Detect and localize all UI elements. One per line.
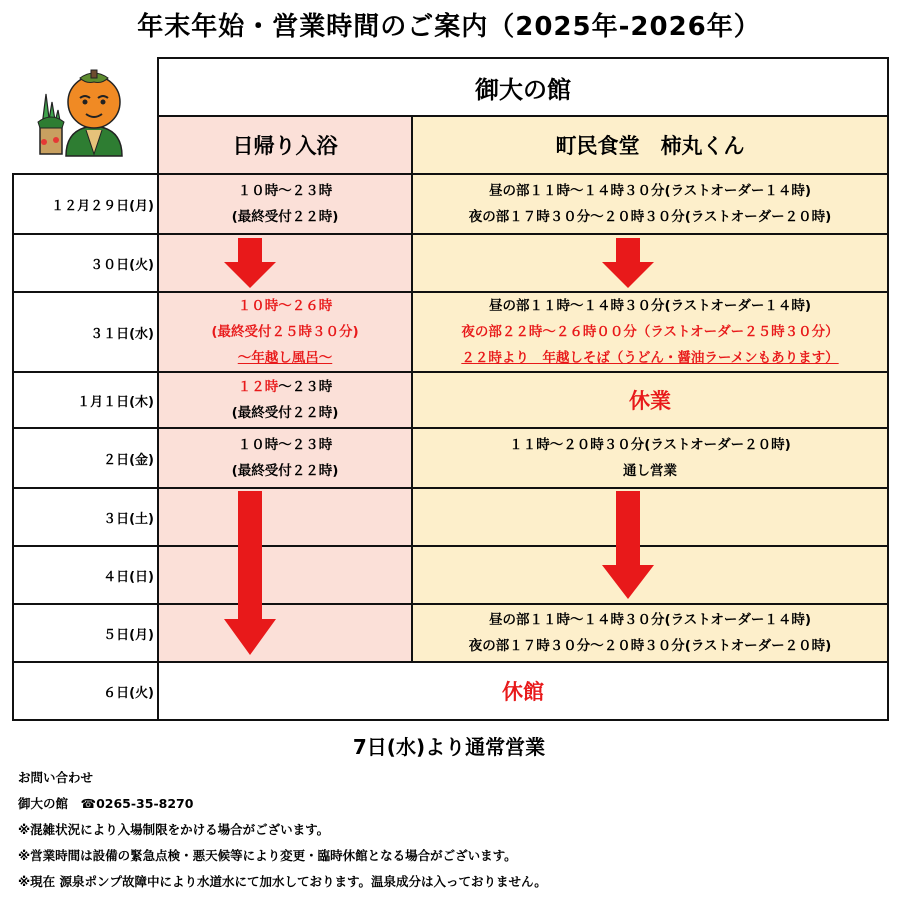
date-cell: ５日(月)	[12, 603, 159, 663]
note-line: ※現在 源泉ポンプ故障中により水道水にて加水しております。温泉成分は入っておりません。	[18, 874, 547, 889]
regular-hours-resume: 7日(水)より通常営業	[352, 735, 546, 759]
restaurant-hours-line: １１時～２０時３０分(ラストオーダー２０時)	[509, 437, 791, 453]
bath-hours-line: (最終受付２２時)	[231, 463, 339, 479]
closed-label: 休館	[502, 680, 544, 704]
toshikoshi-soba-note: ２２時より 年越しそば（うどん・醤油ラーメンもあります）	[461, 350, 839, 366]
contact-heading: お問い合わせ	[18, 770, 94, 785]
date-cell: ４日(日)	[12, 545, 159, 605]
restaurant-hours-line: 夜の部１７時３０分～２０時３０分(ラストオーダー２０時)	[468, 209, 832, 225]
restaurant-hours-line: 夜の部２２時～２６時００分（ラストオーダー２５時３０分）	[461, 324, 839, 340]
bath-hours-cell	[157, 291, 413, 373]
restaurant-hours-line: 夜の部１７時３０分～２０時３０分(ラストオーダー２０時)	[468, 638, 832, 654]
restaurant-hours-cell	[411, 291, 889, 373]
bath-hours-line: １０時～２３時	[237, 183, 333, 199]
closed-label: 休業	[629, 389, 671, 413]
bath-hours-cell	[157, 545, 413, 605]
closed-cell	[157, 661, 889, 721]
bath-close-time: ～２３時	[278, 379, 333, 395]
restaurant-hours-line: 通し営業	[623, 463, 677, 479]
restaurant-hours-line: 昼の部１１時～１４時３０分(ラストオーダー１４時)	[488, 298, 812, 314]
date-cell: ６日(火)	[12, 661, 159, 721]
restaurant-hours-cell	[411, 371, 889, 429]
note-line: ※混雑状況により入場制限をかける場合がございます。	[18, 822, 330, 837]
contact-notes	[18, 768, 547, 898]
bath-hours-cell	[157, 371, 413, 429]
date-cell: １２月２９日(月)	[12, 173, 159, 235]
date-cell: ３１日(水)	[12, 291, 159, 373]
column-header-restaurant: 町民食堂 柿丸くん	[411, 115, 889, 175]
new-year-bath-note: ～年越し風呂～	[237, 350, 333, 366]
restaurant-hours-line: 昼の部１１時～１４時３０分(ラストオーダー１４時)	[488, 183, 812, 199]
bath-hours-line: (最終受付２２時)	[231, 405, 339, 421]
down-arrow-icon	[602, 238, 654, 290]
date-cell: ２日(金)	[12, 427, 159, 489]
restaurant-hours-cell	[411, 427, 889, 489]
bath-hours-line: １０時～２６時	[237, 298, 333, 314]
note-line: ※営業時間は設備の緊急点検・悪天候等により変更・臨時休館となる場合がございます。	[18, 848, 517, 863]
bath-hours-cell	[157, 603, 413, 663]
bath-hours-cell	[157, 427, 413, 489]
bath-hours-line: (最終受付２５時３０分)	[211, 324, 359, 340]
column-header-bath: 日帰り入浴	[157, 115, 413, 175]
date-cell: ３０日(火)	[12, 233, 159, 293]
bath-open-time: １２時	[237, 379, 279, 395]
bath-hours-line: (最終受付２２時)	[231, 209, 339, 225]
date-cell: ３日(土)	[12, 487, 159, 547]
restaurant-hours-cell	[411, 603, 889, 663]
contact-phone: 御大の館 ☎0265-35-8270	[18, 796, 194, 811]
bath-hours-line: １０時～２３時	[237, 437, 333, 453]
bath-hours-cell	[157, 487, 413, 547]
restaurant-hours-cell	[411, 173, 889, 235]
down-arrow-icon	[224, 491, 276, 657]
date-cell: １月１日(木)	[12, 371, 159, 429]
down-arrow-icon	[224, 238, 276, 290]
bath-hours-cell	[157, 233, 413, 293]
facility-name: 御大の館	[157, 57, 889, 117]
down-arrow-icon	[602, 491, 654, 601]
restaurant-hours-line: 昼の部１１時～１４時３０分(ラストオーダー１４時)	[488, 612, 812, 628]
bath-hours-line	[238, 374, 333, 400]
page-title: 年末年始・営業時間のご案内（2025年-2026年）	[137, 12, 761, 42]
bath-hours-cell	[157, 173, 413, 235]
